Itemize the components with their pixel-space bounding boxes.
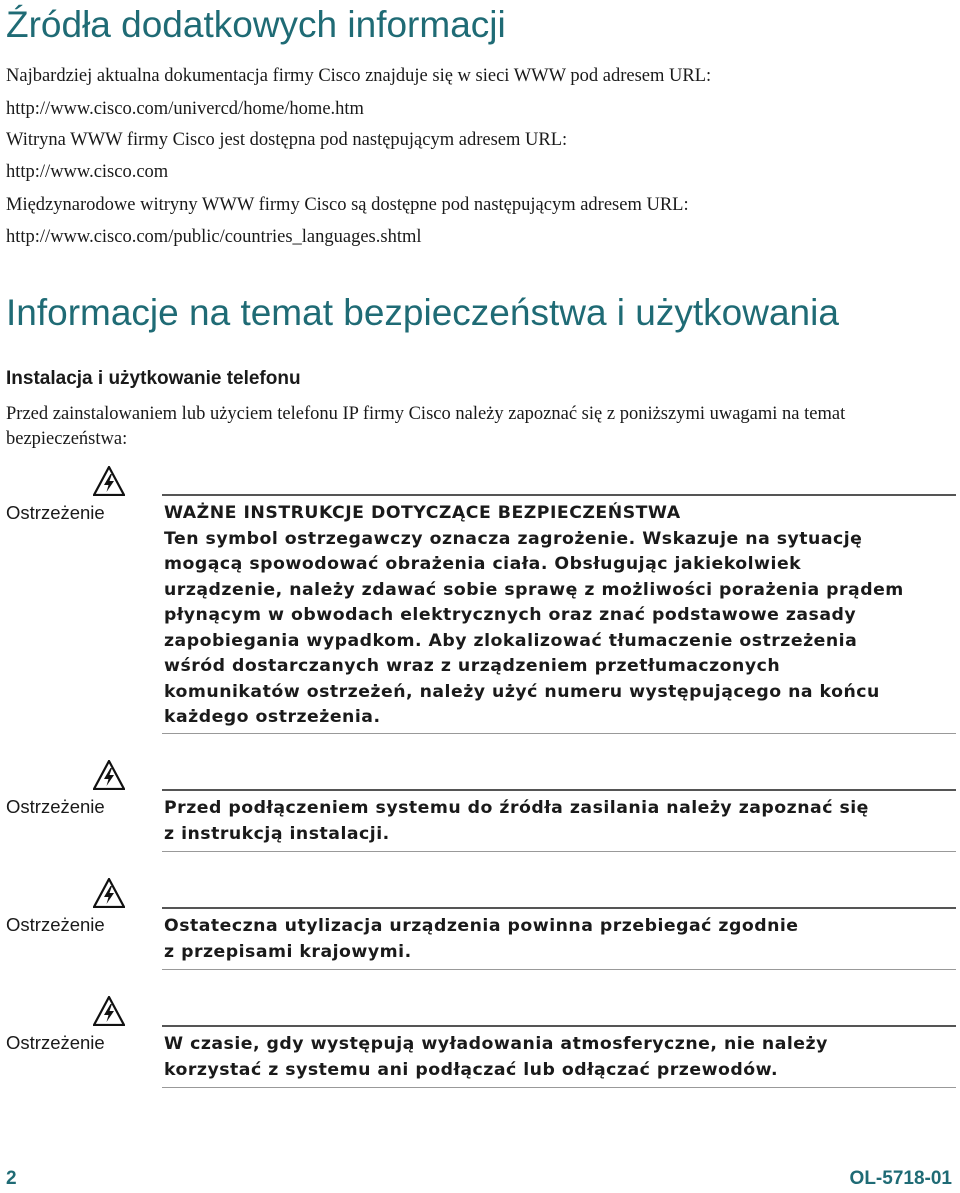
page-number: 2 (6, 1168, 17, 1189)
warning-line: zapobiegania wypadkom. Aby zlokalizować tłumaczenie ostrzeżenia (164, 630, 858, 651)
paragraph-international-intro: Międzynarodowe witryny WWW firmy Cisco są dostępne pod następującym adresem URL: (6, 195, 689, 215)
section-title-safety: Informacje na temat bezpieczeństwa i użytkowania (6, 292, 839, 333)
warning-line: z instrukcją instalacji. (164, 823, 390, 844)
warning-line: wśród dostarczanych wraz z urządzeniem przetłumaczonych (164, 656, 781, 676)
warning-lightning-icon (93, 760, 125, 790)
document-id: OL-5718-01 (849, 1168, 952, 1189)
page-title: Źródła dodatkowych informacji (6, 4, 506, 45)
warning-line: Przed podłączeniem systemu do źródła zasilania należy zapoznać się (164, 798, 869, 818)
warning-box-power-connection (162, 789, 956, 852)
url-website: http://www.cisco.com (6, 162, 169, 182)
warning-box-important-instructions (162, 494, 956, 734)
warning-line: mogącą spowodować obrażenia ciała. Obsługując jakiekolwiek (164, 554, 802, 574)
warning-box-disposal (162, 907, 956, 970)
warning-label: Ostrzeżenie (6, 502, 105, 523)
safety-intro-paragraph: Przed zainstalowaniem lub użyciem telefonu IP firmy Cisco należy zapoznać się z poniższymi uwagami na temat bezpieczeństwa: (6, 404, 846, 449)
warning-line: urządzenie, należy zdawać sobie sprawę z możliwości porażenia prądem (164, 579, 904, 600)
warning-lightning-icon (93, 878, 125, 908)
warning-line: płynącym w obwodach elektrycznych oraz znać podstawowe zasady (164, 605, 857, 625)
warning-line: W czasie, gdy występują wyładowania atmosferyczne, nie należy (164, 1034, 828, 1054)
warning-lightning-icon (93, 466, 125, 496)
paragraph-website-intro: Witryna WWW firmy Cisco jest dostępna pod następującym adresem URL: (6, 130, 568, 150)
subsection-title-installation: Instalacja i użytkowanie telefonu (6, 368, 301, 389)
warning-label: Ostrzeżenie (6, 796, 105, 817)
warning-line: każdego ostrzeżenia. (164, 707, 381, 727)
url-international: http://www.cisco.com/public/countries_languages.shtml (6, 227, 422, 247)
paragraph-docs-intro: Najbardziej aktualna dokumentacja firmy Cisco znajduje się w sieci WWW pod adresem URL: (6, 66, 712, 86)
url-docs: http://www.cisco.com/univercd/home/home.htm (6, 99, 364, 119)
warning-line: korzystać z systemu ani podłączać lub odłączać przewodów. (164, 1059, 779, 1080)
warning-line: WAŻNE INSTRUKCJE DOTYCZĄCE BEZPIECZEŃSTWA (164, 503, 681, 523)
warning-line: komunikatów ostrzeżeń, należy użyć numeru występującego na końcu (164, 681, 880, 702)
warning-label: Ostrzeżenie (6, 914, 105, 935)
warning-box-lightning (162, 1025, 956, 1088)
warning-label: Ostrzeżenie (6, 1032, 105, 1053)
warning-line: Ostateczna utylizacja urządzenia powinna przebiegać zgodnie (164, 916, 799, 936)
warning-line: z przepisami krajowymi. (164, 941, 412, 962)
warning-lightning-icon (93, 996, 125, 1026)
warning-line: Ten symbol ostrzegawczy oznacza zagrożenie. Wskazuje na sytuację (164, 528, 863, 549)
